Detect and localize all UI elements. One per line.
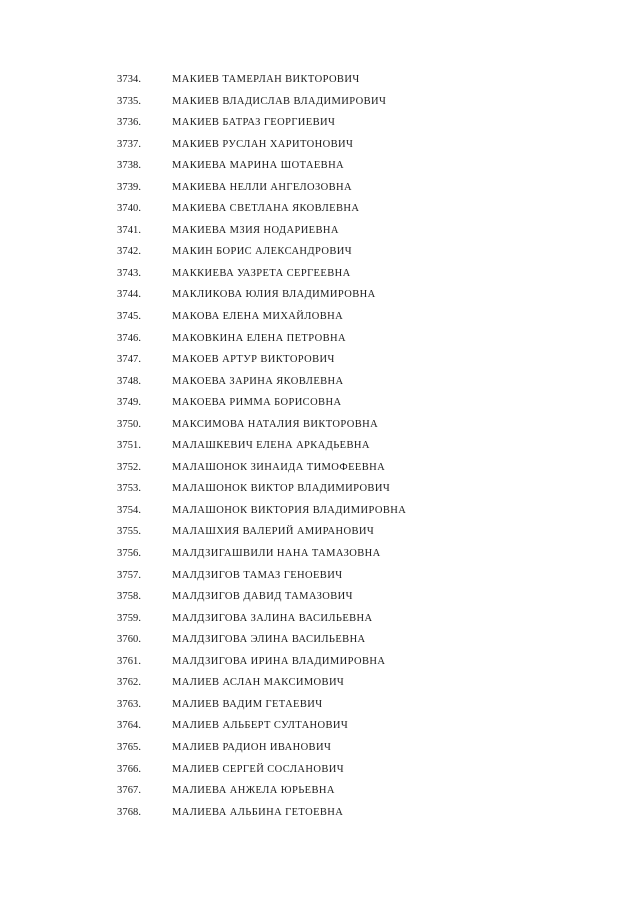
list-item — [0, 372, 639, 394]
entry-number: 3742. — [117, 246, 142, 258]
entry-name: МАЛДЗИГОВА ЗАЛИНА ВАСИЛЬЕВНА — [172, 612, 373, 624]
list-item — [0, 501, 639, 523]
list-item — [0, 436, 639, 458]
list-item — [0, 329, 639, 351]
list-item — [0, 135, 639, 157]
entry-number: 3753. — [117, 483, 142, 495]
entry-name: МАККИЕВА УАЗРЕТА СЕРГЕЕВНА — [172, 267, 351, 279]
entry-name: МАКЛИКОВА ЮЛИЯ ВЛАДИМИРОВНА — [172, 289, 376, 301]
list-item — [0, 113, 639, 135]
entry-number: 3748. — [117, 375, 142, 387]
list-item — [0, 673, 639, 695]
entry-number: 3757. — [117, 569, 142, 581]
entry-number: 3749. — [117, 397, 142, 409]
list-item — [0, 695, 639, 717]
list-item — [0, 803, 639, 825]
entry-number: 3762. — [117, 677, 142, 689]
entry-number: 3767. — [117, 785, 142, 797]
list-item — [0, 156, 639, 178]
list-item — [0, 350, 639, 372]
entry-name: МАКСИМОВА НАТАЛИЯ ВИКТОРОВНА — [172, 418, 379, 430]
list-item — [0, 522, 639, 544]
entry-name: МАКИЕВ ТАМЕРЛАН ВИКТОРОВИЧ — [172, 74, 360, 85]
entry-name: МАЛИЕВА АНЖЕЛА ЮРЬЕВНА — [172, 785, 335, 797]
list-item — [0, 285, 639, 307]
entry-number: 3737. — [117, 138, 142, 150]
list-item — [0, 587, 639, 609]
entry-name: МАЛДЗИГОВ ДАВИД ТАМАЗОВИЧ — [172, 591, 353, 603]
entry-name: МАЛДЗИГОВ ТАМАЗ ГЕНОЕВИЧ — [172, 569, 343, 581]
entry-number: 3763. — [117, 698, 142, 710]
entry-number: 3755. — [117, 526, 142, 538]
list-item — [0, 70, 639, 92]
entry-name: МАЛИЕВ ВАДИМ ГЕТАЕВИЧ — [172, 698, 323, 710]
name-list — [0, 70, 639, 824]
entry-number: 3765. — [117, 741, 142, 753]
entry-name: МАКИЕВА МАРИНА ШОТАЕВНА — [172, 160, 345, 172]
list-item — [0, 415, 639, 437]
list-item — [0, 242, 639, 264]
entry-name: МАЛИЕВ РАДИОН ИВАНОВИЧ — [172, 741, 332, 753]
list-item — [0, 738, 639, 760]
entry-number: 3752. — [117, 461, 142, 473]
entry-number: 3743. — [117, 267, 142, 279]
entry-name: МАКОВКИНА ЕЛЕНА ПЕТРОВНА — [172, 332, 346, 344]
entry-number: 3754. — [117, 504, 142, 516]
list-item — [0, 781, 639, 803]
list-item — [0, 307, 639, 329]
list-item — [0, 393, 639, 415]
entry-name: МАЛАШОНОК ЗИНАИДА ТИМОФЕЕВНА — [172, 461, 386, 473]
list-item — [0, 716, 639, 738]
entry-name: МАЛДЗИГАШВИЛИ НАНА ТАМАЗОВНА — [172, 548, 381, 560]
entry-name: МАКИЕВ БАТРАЗ ГЕОРГИЕВИЧ — [172, 117, 336, 129]
entry-number: 3750. — [117, 418, 142, 430]
entry-name: МАЛДЗИГОВА ИРИНА ВЛАДИМИРОВНА — [172, 655, 386, 667]
entry-number: 3738. — [117, 160, 142, 172]
list-item — [0, 264, 639, 286]
entry-name: МАКОЕВА ЗАРИНА ЯКОВЛЕВНА — [172, 375, 344, 387]
entry-number: 3751. — [117, 440, 142, 452]
list-item — [0, 221, 639, 243]
entry-number: 3768. — [117, 806, 142, 818]
entry-name: МАКИЕВА НЕЛЛИ АНГЕЛОЗОВНА — [172, 181, 353, 193]
list-item — [0, 630, 639, 652]
entry-number: 3760. — [117, 634, 142, 646]
entry-name: МАЛИЕВ АЛЬБЕРТ СУЛТАНОВИЧ — [172, 720, 349, 732]
entry-name: МАКИЕВ РУСЛАН ХАРИТОНОВИЧ — [172, 138, 354, 150]
entry-number: 3741. — [117, 224, 142, 236]
list-item — [0, 609, 639, 631]
entry-number: 3766. — [117, 763, 142, 775]
entry-number: 3734. — [117, 74, 142, 85]
entry-number: 3759. — [117, 612, 142, 624]
list-item — [0, 479, 639, 501]
entry-number: 3744. — [117, 289, 142, 301]
entry-number: 3735. — [117, 95, 142, 107]
entry-number: 3758. — [117, 591, 142, 603]
entry-name: МАЛИЕВ СЕРГЕЙ СОСЛАНОВИЧ — [172, 763, 344, 775]
entry-name: МАКИЕВА МЗИЯ НОДАРИЕВНА — [172, 224, 339, 236]
entry-number: 3747. — [117, 354, 142, 366]
entry-name: МАКОЕВА РИММА БОРИСОВНА — [172, 397, 342, 409]
entry-number: 3739. — [117, 181, 142, 193]
entry-name: МАКИЕВА СВЕТЛАНА ЯКОВЛЕВНА — [172, 203, 360, 215]
entry-name: МАЛАШОНОК ВИКТОР ВЛАДИМИРОВИЧ — [172, 483, 391, 495]
list-item — [0, 760, 639, 782]
entry-name: МАКИН БОРИС АЛЕКСАНДРОВИЧ — [172, 246, 352, 258]
entry-number: 3746. — [117, 332, 142, 344]
list-item — [0, 544, 639, 566]
entry-name: МАКИЕВ ВЛАДИСЛАВ ВЛАДИМИРОВИЧ — [172, 95, 387, 107]
entry-number: 3756. — [117, 548, 142, 560]
entry-number: 3745. — [117, 311, 142, 323]
entry-name: МАКОЕВ АРТУР ВИКТОРОВИЧ — [172, 354, 335, 366]
entry-name: МАЛИЕВА АЛЬБИНА ГЕТОЕВНА — [172, 806, 344, 818]
entry-name: МАКОВА ЕЛЕНА МИХАЙЛОВНА — [172, 311, 344, 323]
entry-name: МАЛАШКЕВИЧ ЕЛЕНА АРКАДЬЕВНА — [172, 440, 370, 452]
entry-name: МАЛАШХИЯ ВАЛЕРИЙ АМИРАНОВИЧ — [172, 526, 375, 538]
entry-number: 3764. — [117, 720, 142, 732]
entry-name: МАЛИЕВ АСЛАН МАКСИМОВИЧ — [172, 677, 345, 689]
entry-number: 3761. — [117, 655, 142, 667]
entry-number: 3740. — [117, 203, 142, 215]
list-item — [0, 199, 639, 221]
list-item — [0, 652, 639, 674]
entry-name: МАЛДЗИГОВА ЭЛИНА ВАСИЛЬЕВНА — [172, 634, 366, 646]
list-item — [0, 458, 639, 480]
entry-number: 3736. — [117, 117, 142, 129]
list-item — [0, 92, 639, 114]
list-item — [0, 566, 639, 588]
entry-name: МАЛАШОНОК ВИКТОРИЯ ВЛАДИМИРОВНА — [172, 504, 407, 516]
list-item — [0, 178, 639, 200]
